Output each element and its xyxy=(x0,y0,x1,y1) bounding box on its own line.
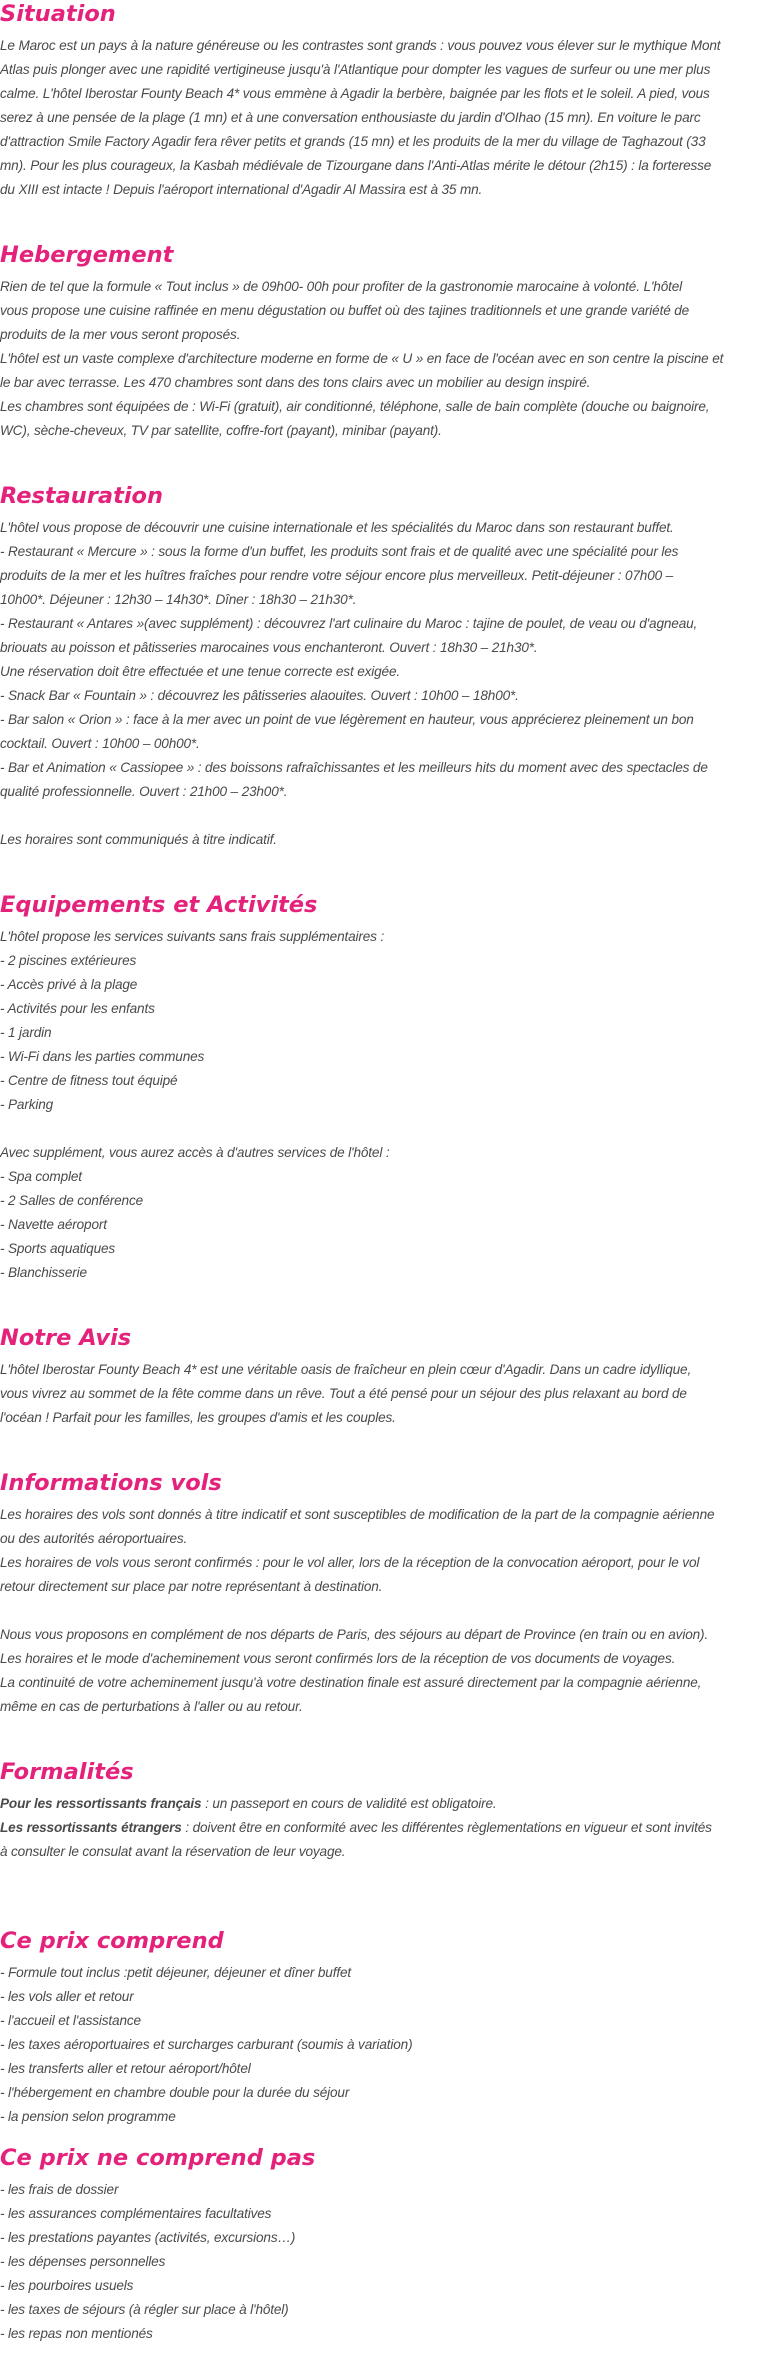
list-item: - Blanchisserie xyxy=(0,1265,87,1280)
text-line: L'hôtel est un vaste complexe d'architecture moderne en forme de « U » en face de l'océan avec en son centre la piscine et xyxy=(0,351,724,366)
restauration-text xyxy=(0,516,758,852)
blank-line xyxy=(0,1599,758,1623)
situation-section xyxy=(0,0,758,29)
text-line: L'hôtel Iberostar Founty Beach 4* est une véritable oasis de fraîcheur en plein cœur d'Agadir. Dans un cadre idyllique, xyxy=(0,1362,692,1377)
prix-ne-comprend-list xyxy=(0,2178,758,2346)
text-line: le bar avec terrasse. Les 470 chambres sont dans des tons clairs avec un mobilier au design inspiré. xyxy=(0,375,591,390)
text-line: ou des autorités aéroportuaires. xyxy=(0,1531,188,1546)
formalites-section xyxy=(0,1757,758,1787)
section-title-restauration: Restauration xyxy=(0,483,164,509)
text-line: - Bar salon « Orion » : face à la mer avec un point de vue légèrement en hauteur, vous apprécierez pleinement un bon xyxy=(0,712,694,727)
equipements-section xyxy=(0,890,758,920)
text-line: calme. L'hôtel Iberostar Founty Beach 4* vous emmène à Agadir la berbère, baignée par les flots et le soleil. A pied, vous xyxy=(0,86,710,101)
text-line xyxy=(0,1816,758,1840)
situation-text xyxy=(0,34,758,202)
text-line: mn). Pour les plus courageux, la Kasbah médiévale de Tizourgane dans l'Anti-Atlas mérite le détour (2h15) : la forteresse xyxy=(0,158,712,173)
text-line: d'attraction Smile Factory Agadir fera rêver petits et grands (15 mn) et les produits de la mer du village de Taghazout (33 xyxy=(0,134,706,149)
section-title-prix-comprend: Ce prix comprend xyxy=(0,1928,224,1954)
list-item: - Wi-Fi dans les parties communes xyxy=(0,1049,205,1064)
list-item: - les dépenses personnelles xyxy=(0,2254,166,2269)
section-title-situation: Situation xyxy=(0,1,116,27)
hebergement-text xyxy=(0,275,758,443)
list-item: - 2 Salles de conférence xyxy=(0,1193,143,1208)
text-line: vous vivrez au sommet de la fête comme dans un rêve. Tout a été pensé pour un séjour des plus relaxant au bord de xyxy=(0,1386,687,1401)
text-line: cocktail. Ouvert : 10h00 – 00h00*. xyxy=(0,736,200,751)
restauration-section xyxy=(0,481,758,511)
list-item: - Accès privé à la plage xyxy=(0,977,138,992)
text-line: - Bar et Animation « Cassiopee » : des boissons rafraîchissantes et les meilleurs hits du moment avec des spectacles de xyxy=(0,760,708,775)
text-line: Avec supplément, vous aurez accès à d'autres services de l'hôtel : xyxy=(0,1145,390,1160)
list-item: - l'accueil et l'assistance xyxy=(0,2013,141,2028)
text-line: briouats au poisson et pâtisseries marocaines vous enchanteront. Ouvert : 18h30 – 21h30*. xyxy=(0,640,538,655)
text-line: retour directement sur place par notre représentant à destination. xyxy=(0,1579,383,1594)
avis-section xyxy=(0,1323,758,1353)
text-line: Les horaires de vols vous seront confirmés : pour le vol aller, lors de la réception de la convocation aéroport, pour le vol xyxy=(0,1555,700,1570)
blank-line xyxy=(0,804,758,828)
text-line: La continuité de votre acheminement jusqu'à votre destination finale est assuré directement par la compagnie aérienne, xyxy=(0,1675,702,1690)
list-item: - l'hébergement en chambre double pour la durée du séjour xyxy=(0,2085,350,2100)
list-item: - la pension selon programme xyxy=(0,2109,176,2124)
section-title-formalites: Formalités xyxy=(0,1759,134,1785)
text-line: qualité professionnelle. Ouvert : 21h00 – 23h00*. xyxy=(0,784,288,799)
list-item: - les prestations payantes (activités, excursions…) xyxy=(0,2230,296,2245)
bold-label: Pour les ressortissants français xyxy=(0,1796,202,1811)
list-item: - Centre de fitness tout équipé xyxy=(0,1073,178,1088)
text-line: Les chambres sont équipées de : Wi-Fi (gratuit), air conditionné, téléphone, salle de bain complète (douche ou baignoire, xyxy=(0,399,710,414)
vols-text xyxy=(0,1503,758,1719)
list-item: - les assurances complémentaires facultatives xyxy=(0,2206,272,2221)
text-line: Le Maroc est un pays à la nature généreuse ou les contrastes sont grands : vous pouvez vous élever sur le mythique Mont xyxy=(0,38,721,53)
list-item: - les frais de dossier xyxy=(0,2182,119,2197)
list-item: - Spa complet xyxy=(0,1169,82,1184)
text-line: vous propose une cuisine raffinée en menu dégustation ou buffet où des tajines traditionnels et une grande variété de xyxy=(0,303,690,318)
text-line: Atlas puis plonger avec une rapidité vertigineuse jusqu'à l'Atlantique pour dompter les vagues de surfeur ou une mer plus xyxy=(0,62,711,77)
text-line: Les horaires des vols sont donnés à titre indicatif et sont susceptibles de modification de la part de la compagnie aérienne xyxy=(0,1507,715,1522)
prix-comprend-list xyxy=(0,1961,758,2129)
list-item: - Parking xyxy=(0,1097,54,1112)
list-item: - les repas non mentionés xyxy=(0,2326,153,2341)
section-title-hebergement: Hebergement xyxy=(0,242,174,268)
section-title-vols: Informations vols xyxy=(0,1470,222,1496)
prix-ne-comprend-section xyxy=(0,2143,758,2173)
text-line: même en cas de perturbations à l'aller ou au retour. xyxy=(0,1699,303,1714)
vols-section xyxy=(0,1468,758,1498)
text-line: - Restaurant « Antares »(avec supplément) : découvrez l'art culinaire du Maroc : tajine de poulet, de veau ou d'agneau, xyxy=(0,616,698,631)
text-line xyxy=(0,1792,758,1816)
text-line: Nous vous proposons en complément de nos départs de Paris, des séjours au départ de Province (en train ou en avion). xyxy=(0,1627,709,1642)
text-span: : doivent être en conformité avec les différentes règlementations en vigueur et sont invités xyxy=(181,1820,712,1835)
text-line: L'hôtel vous propose de découvrir une cuisine internationale et les spécialités du Maroc dans son restaurant buffet. xyxy=(0,520,674,535)
text-span: : un passeport en cours de validité est obligatoire. xyxy=(201,1796,497,1811)
list-item: - Navette aéroport xyxy=(0,1217,107,1232)
list-item: - les vols aller et retour xyxy=(0,1989,134,2004)
list-item: - les transferts aller et retour aéroport/hôtel xyxy=(0,2061,251,2076)
text-line: Les horaires sont communiqués à titre indicatif. xyxy=(0,832,277,847)
blank-line xyxy=(0,1117,758,1141)
list-item: - 2 piscines extérieures xyxy=(0,953,137,968)
prix-comprend-section xyxy=(0,1926,758,1956)
hebergement-section xyxy=(0,240,758,270)
text-line: produits de la mer vous seront proposés. xyxy=(0,327,241,342)
text-line: du XIII est intacte ! Depuis l'aéroport international d'Agadir Al Massira est à 35 mn. xyxy=(0,182,483,197)
text-line: Rien de tel que la formule « Tout inclus » de 09h00- 00h pour profiter de la gastronomie marocaine à volonté. L'hôtel xyxy=(0,279,683,294)
text-line: Les horaires et le mode d'acheminement vous seront confirmés lors de la réception de vos documents de voyages. xyxy=(0,1651,676,1666)
list-item: - 1 jardin xyxy=(0,1025,52,1040)
bold-label: Les ressortissants étrangers xyxy=(0,1820,182,1835)
list-item: - les taxes aéroportuaires et surcharges carburant (soumis à variation) xyxy=(0,2037,413,2052)
text-line: l'océan ! Parfait pour les familles, les groupes d'amis et les couples. xyxy=(0,1410,396,1425)
list-item: - les taxes de séjours (à régler sur place à l'hôtel) xyxy=(0,2302,289,2317)
text-line: produits de la mer et les huîtres fraîches pour rendre votre séjour encore plus merveilleux. Petit-déjeuner : 07h00 – xyxy=(0,568,674,583)
section-title-prix-ne-comprend: Ce prix ne comprend pas xyxy=(0,2145,316,2171)
text-line: WC), sèche-cheveux, TV par satellite, coffre-fort (payant), minibar (payant). xyxy=(0,423,442,438)
text-line: serez à une pensée de la plage (1 mn) et à une conversation enthousiaste du jardin d'OIhao (15 mn). En voiture le parc xyxy=(0,110,701,125)
list-item: - Activités pour les enfants xyxy=(0,1001,155,1016)
text-line: L'hôtel propose les services suivants sans frais supplémentaires : xyxy=(0,929,385,944)
avis-text xyxy=(0,1358,758,1430)
list-item: - les pourboires usuels xyxy=(0,2278,134,2293)
section-title-avis: Notre Avis xyxy=(0,1325,132,1351)
text-line: Une réservation doit être effectuée et une tenue correcte est exigée. xyxy=(0,664,400,679)
section-title-equipements: Equipements et Activités xyxy=(0,892,318,918)
text-line: - Restaurant « Mercure » : sous la forme d'un buffet, les produits sont frais et de qualité avec une spécialité pour les xyxy=(0,544,679,559)
text-line: à consulter le consulat avant la réservation de leur voyage. xyxy=(0,1844,346,1859)
text-line: - Snack Bar « Fountain » : découvrez les pâtisseries alaouites. Ouvert : 10h00 – 18h00*. xyxy=(0,688,519,703)
formalites-text xyxy=(0,1792,758,1864)
equipements-text xyxy=(0,925,758,1285)
list-item: - Formule tout inclus :petit déjeuner, déjeuner et dîner buffet xyxy=(0,1965,351,1980)
text-line: 10h00*. Déjeuner : 12h30 – 14h30*. Dîner : 18h30 – 21h30*. xyxy=(0,592,357,607)
list-item: - Sports aquatiques xyxy=(0,1241,116,1256)
